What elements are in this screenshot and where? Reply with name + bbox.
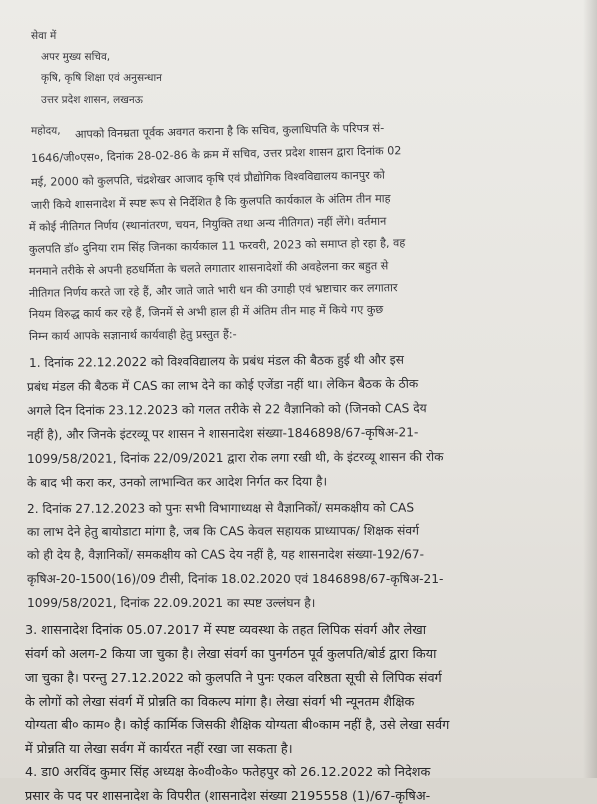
point-line: योग्यता बी० काम० है। कोई कार्मिक जिसकी शैक्षिक योग्यता बी०काम नहीं है, उसे लेखा सर्वग [25, 718, 450, 733]
address-line: अपर मुख्य सचिव, [41, 51, 111, 63]
point-line: 1. दिनांक 22.12.2022 को विश्वविद्यालय के प्रबंध मंडल की बैठक हुई थी और इस [28, 352, 405, 370]
point-line: के बाद भी करा कर, उनको लाभान्वित कर आदेश निर्गत कर दिया है। [26, 474, 328, 490]
point-line: 3. शासनादेश दिनांक 05.07.2017 में स्पष्ट व्यवस्था के तहत लिपिक संवर्ग और लेखा [25, 623, 427, 638]
address-line: कृषि, कृषि शिक्षा एवं अनुसन्धान [41, 72, 163, 84]
point-line: कृषिअ-20-1500(16)/09 टीसी, दिनांक 18.02.2020 एवं 1846898/67-कृषिअ-21- [27, 572, 444, 586]
point-line: नहीं है), और जिनके इंटरव्यू पर शासन ने शासनादेश संख्या-1846898/67-कृषिअ-21- [26, 425, 419, 442]
point-line: के लोगों को लेखा संवर्ग में प्रोन्नति का विकल्प मांगा है। लेखा संवर्ग भी न्यूनतम शैक्षिक [25, 695, 415, 710]
point-line: 4. डा0 अरविंद कुमार सिंह अध्यक्ष के०वी०के० फतेहपुर को 26.12.2022 को निदेशक [25, 765, 431, 780]
point-line: संवर्ग को अलग-2 किया जा चुका है। लेखा संवर्ग का पुनर्गठन पूर्व कुलपति/बोर्ड द्वारा किया [25, 647, 437, 662]
address-line: सेवा में [31, 30, 57, 42]
point-line: 1099/58/2021, दिनांक 22/09/2021 द्वारा रोक लगा रखी थी, के इंटरव्यू शासन की रोक [26, 449, 444, 466]
intro-line: नियम विरुद्ध कार्य कर रहे हैं, जिनमें से अभी हाल ही में अंतिम तीन माह में किये गए कुछ [28, 303, 384, 321]
intro-line: निम्न कार्य आपके सज्ञानार्थ कार्यवाही हेतु प्रस्तुत हैं:- [28, 327, 237, 343]
intro-line: कुलपति डॉ० दुनिया राम सिंह जिनका कार्यकाल 11 फरवरी, 2023 को समाप्त हो रहा है, वह [28, 236, 406, 256]
salutation: महोदय, [31, 125, 61, 137]
intro-line: नीतिगत निर्णय करते जा रहे हैं, और जाते जाते भारी धन की उगाही एवं भ्रष्टाचार कर लगातार [28, 281, 398, 300]
point-line: 2. दिनांक 27.12.2023 को पुनः सभी विभागाध्यक्ष से वैज्ञानिकों/ समकक्षीय को CAS [26, 500, 415, 516]
intro-line: मई, 2000 को कुलपति, चंद्रशेखर आजाद कृषि एवं प्रौद्योगिक विश्वविद्यालय कानपुर को [30, 168, 385, 189]
intro-line: जारी किये शासनादेश में स्पष्ट रूप से निर्देशित है कि कुलपति कार्यकाल के अंतिम तीन माह [30, 192, 391, 212]
intro-line: में कोई नीतिगत निर्णय (स्थानांतरण, चयन, नियुक्ति तथा अन्य नीतिगत) नहीं लेंगे। वर्तमान [28, 214, 387, 234]
point-line: प्रबंध मंडल की बैठक में CAS का लाभ देने का कोई एजेंडा नहीं था। लेकिन बैठक के ठीक [26, 376, 419, 394]
point-line: 1099/58/2021, दिनांक 22.09.2021 का स्पष्ट उल्लंघन है। [27, 596, 316, 610]
point-line: को ही देय है, वैज्ञानिकों/ समकक्षीय को CAS देय नहीं है, यह शासनादेश संख्या-192/67- [26, 547, 425, 562]
point-line: जा चुका है। परन्तु 27.12.2022 को कुलपति ने पुनः एकल वरिष्ठता सूची से लिपिक संवर्ग [25, 671, 442, 686]
intro-line: आपको विनम्रता पूर्वक अवगत कराना है कि सचिव, कुलाधिपति के परिपत्र सं- [74, 121, 385, 141]
point-line: का लाभ देने हेतु बायोडाटा मांगा है, जब कि CAS केवल सहायक प्राध्यापक/ शिक्षक संवर्ग [26, 523, 420, 539]
point-line: अगले दिन दिनांक 23.12.2023 को गलत तरीके से 22 वैज्ञानिको को (जिनको CAS देय [26, 401, 427, 418]
intro-line: 1646/जी०एस०, दिनांक 28-02-86 के क्रम में सचिव, उत्तर प्रदेश शासन द्वारा दिनांक 02 [30, 144, 402, 165]
point-line: प्रसार के पद पर शासनादेश के विपरीत (शासनादेश संख्या 2195558 (1)/67-कृषिअ- [25, 789, 431, 804]
intro-line: मनमाने तरीके से अपनी हठधर्मिता के चलते लगातार शासनादेशों की अवहेलना कर बहुत से [28, 259, 389, 278]
point-line: में प्रोन्नति या लेखा सर्वग में कार्यरत नहीं रखा जा सकता है। [25, 742, 293, 757]
address-line: उत्तर प्रदेश शासन, लखनऊ [41, 94, 143, 106]
page-shadow-edge [583, 0, 597, 778]
